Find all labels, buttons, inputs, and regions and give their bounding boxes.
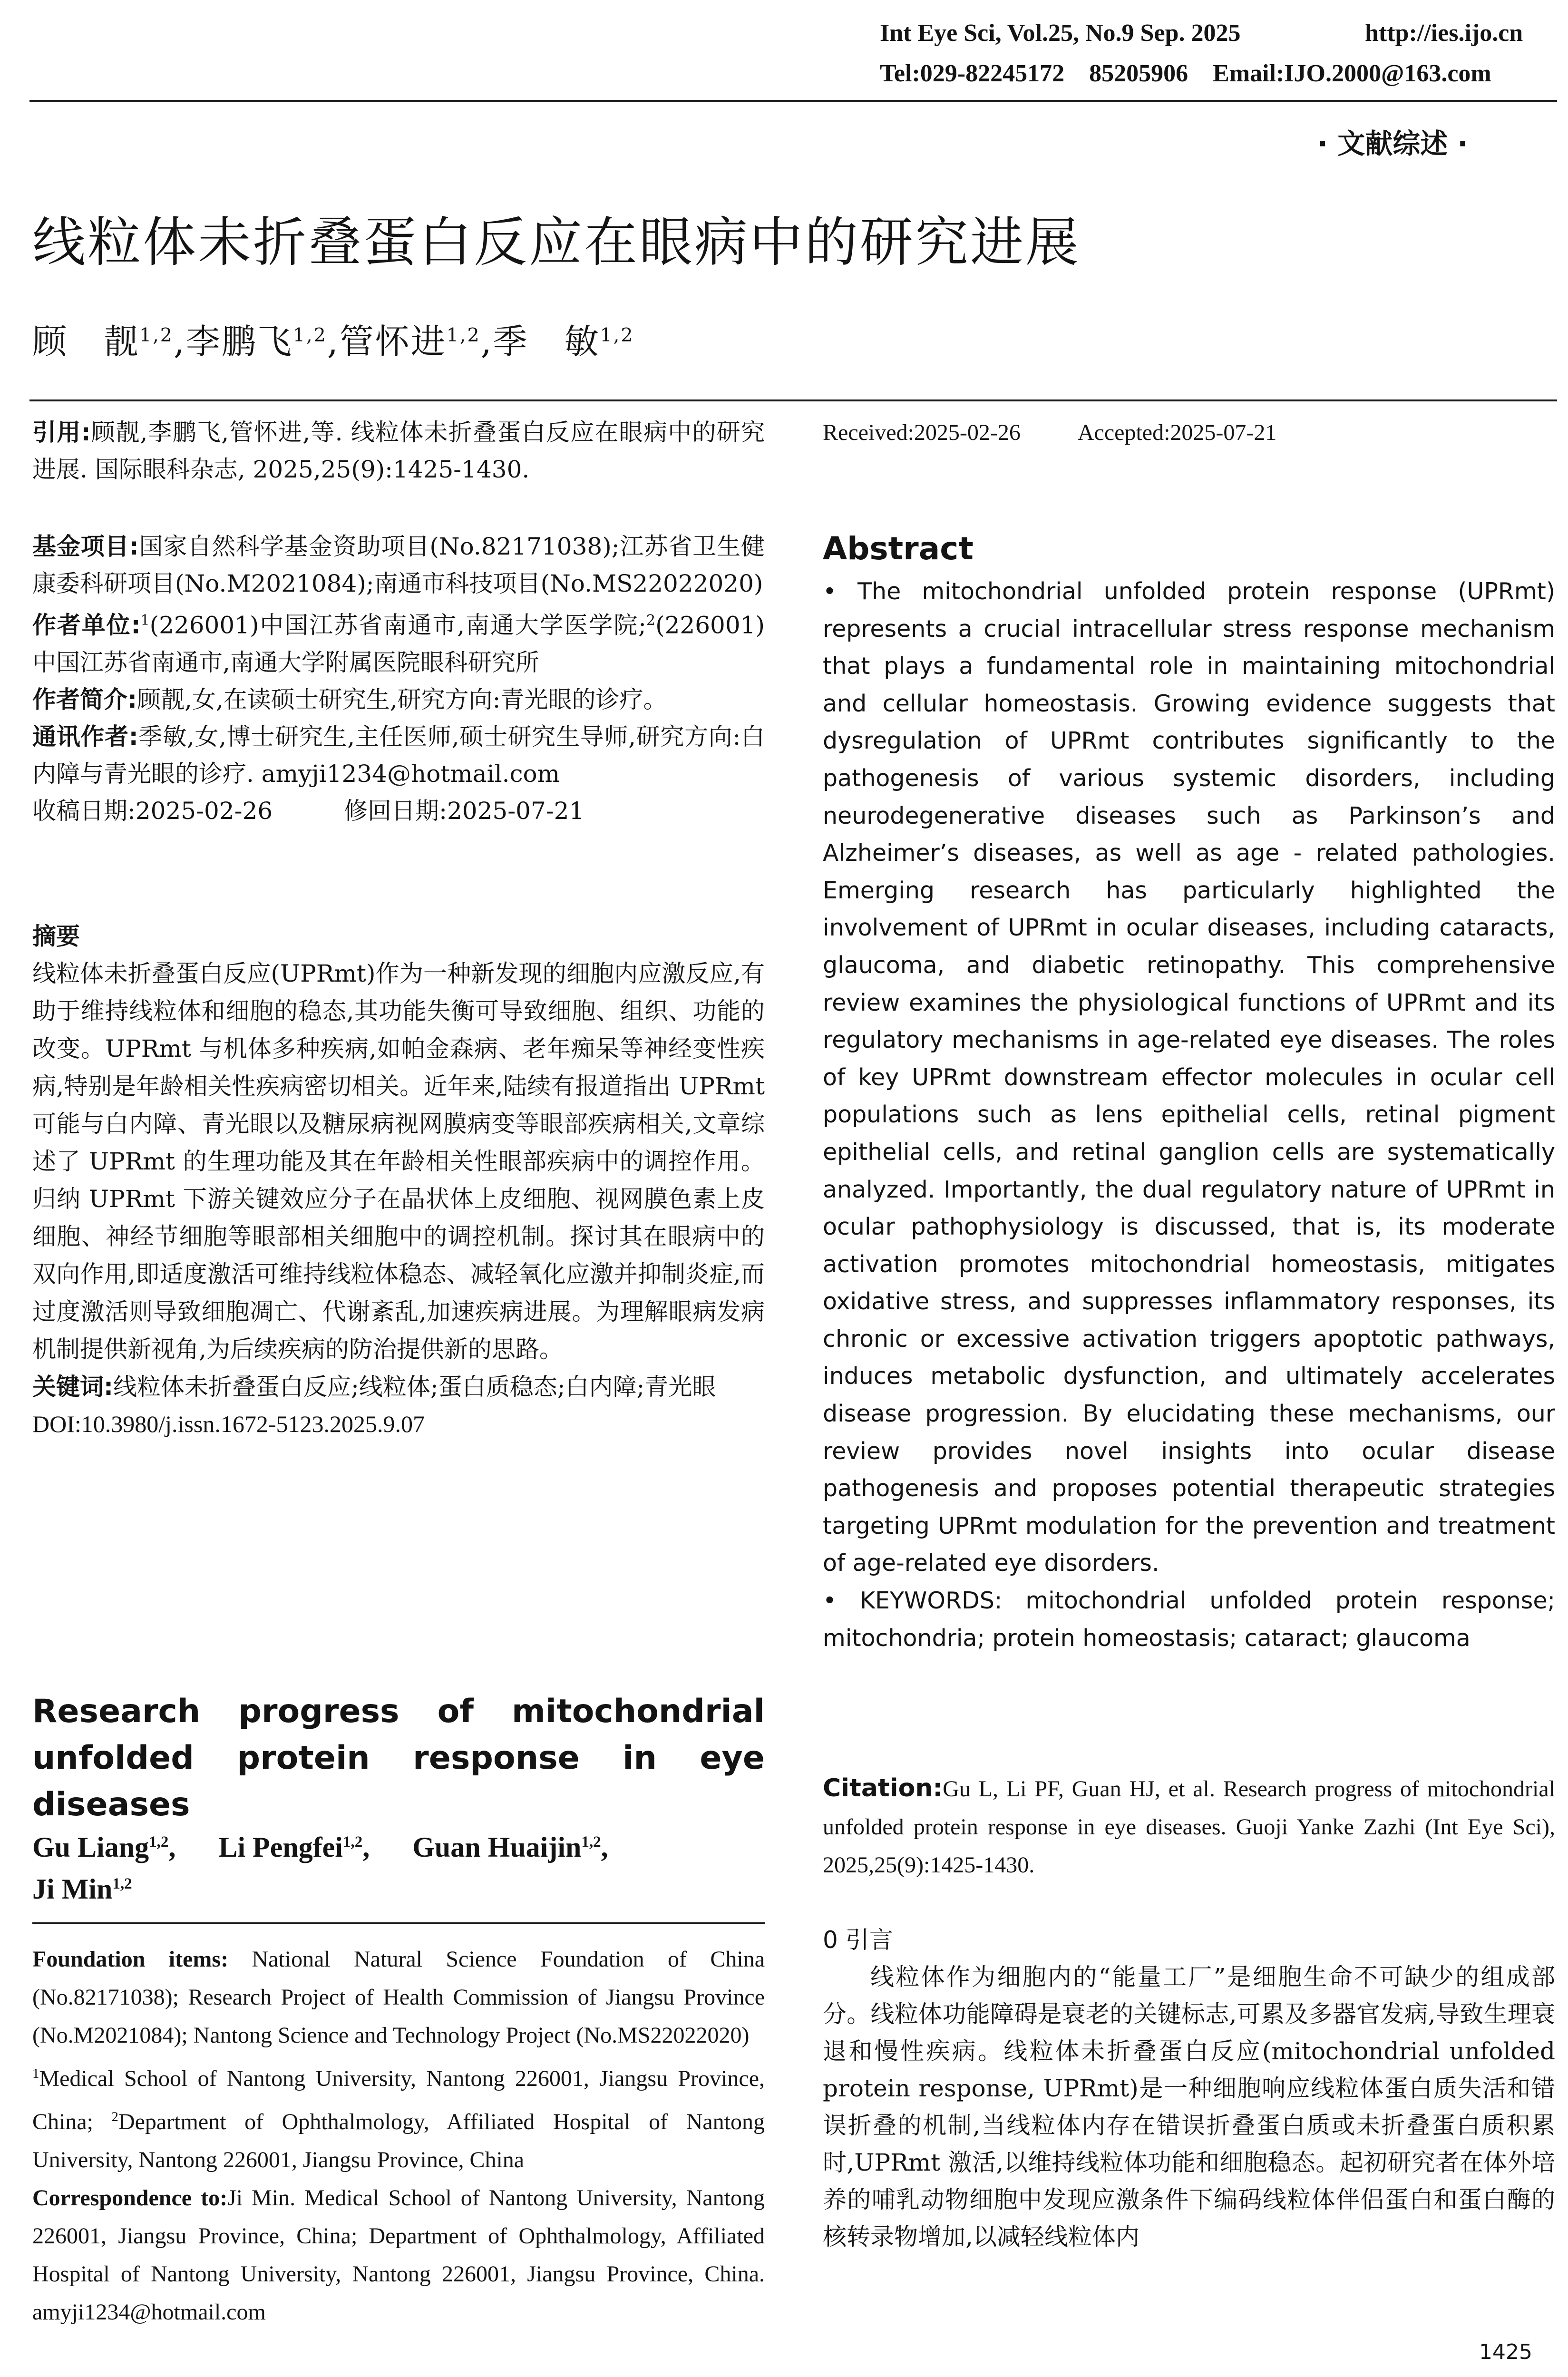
- intro-zh: 作者简介:顾靓,女,在读硕士研究生,研究方向:青光眼的诊疗。: [32, 685, 667, 713]
- intro-heading: 0 引言: [823, 1926, 893, 1954]
- author-zh: 管怀进: [339, 321, 447, 361]
- cite-zh: 引用:顾靓,李鹏飞,管怀进,等. 线粒体未折叠蛋白反应在眼病中的研究进展. 国际眼科杂志, 2025,25(9):1425-1430.: [32, 419, 765, 483]
- article-title-zh: 线粒体未折叠蛋白反应在眼病中的研究进展: [32, 212, 1081, 273]
- introduction: [823, 1921, 1555, 2255]
- journal-contact: Tel:029-82245172 85205906 Email:IJO.2000@163.com: [880, 60, 1491, 87]
- journal-citation-header: Int Eye Sci, Vol.25, No.9 Sep. 2025: [880, 19, 1241, 47]
- abstract-zh-heading: 摘要: [32, 923, 80, 950]
- title-rule: [29, 399, 1557, 401]
- abstract-zh-body: 线粒体未折叠蛋白反应(UPRmt)作为一种新发现的细胞内应激反应,有助于维持线粒体和细胞的稳态,其功能失衡可导致细胞、组织、功能的改变。UPRmt 与机体多种疾病,如帕金森病、老年痴呆等神经变性疾病,特别是年龄相关性疾病密切相关。近年来,陆续有报道指出 UPRmt 可能与白内障、青光眼以及糖尿病视网膜病变等眼部疾病相关,文章综述了 UPRmt 的生理功能及其在年龄相关性眼部疾病中的调控作用。归纳 UPRmt 下游关键效应分子在晶状体上皮细胞、视网膜色素上皮细胞、神经节细胞等眼部相关细胞中的调控机制。探讨其在眼病中的双向作用,即适度激活可维持线粒体稳态、减轻氧化应激并抑制炎症,而过度激活则导致细胞凋亡、代谢紊乱,加速疾病进展。为理解眼病发病机制提供新视角,为后续疾病的防治提供新的思路。: [32, 960, 765, 1363]
- author-zh: 季 敏: [493, 321, 600, 361]
- keywords-zh: 关键词:线粒体未折叠蛋白反应;线粒体;蛋白质稳态;白内障;青光眼: [32, 1373, 716, 1401]
- received-accepted-en: Received:2025-02-26 Accepted:2025-07-21: [823, 420, 1277, 445]
- citation-en: Citation:Gu L, Li PF, Guan HJ, et al. Research progress of mitochondrial unfolded protein response in eye diseases. Guoji Yanke Zazhi (Int Eye Sci), 2025,25(9):1425-1430.: [823, 1774, 1555, 1878]
- abstract-en-heading: Abstract: [823, 530, 974, 567]
- header-rule: [29, 100, 1557, 102]
- author-zh: 李鹏飞: [185, 321, 293, 361]
- abstract-en: [823, 573, 1555, 1657]
- abstract-en-body: • The mitochondrial unfolded protein response (UPRmt) represents a crucial intracellular stress response mechanism that plays a fundamental role in maintaining mitochondrial and cellular homeostasis. Growing evidence suggests that dysregulation of UPRmt contributes significantly to the pathogenesis of various systemic disorders, including neurodegenerative diseases such as Parkinson’s and Alzheimer’s diseases, as well as age - related pathologies. Emerging research has particularly highlighted the involvement of UPRmt in ocular diseases, including cataracts, glaucoma, and diabetic retinopathy. This comprehensive review examines the physiological functions of UPRmt and its regulatory mechanisms in age-related eye diseases. The roles of key UPRmt downstream effector molecules in ocular cell populations such as lens epithelial cells, retinal pigment epithelial cells, and retinal ganglion cells are systematically analyzed. Importantly, the dual regulatory nature of UPRmt in ocular pathophysiology is discussed, that is, its moderate activation promotes mitochondrial homeostasis, mitigates oxidative stress, and suppresses inflammatory responses, its chronic or excessive activation triggers apoptotic pathways, induces metabolic dysfunction, and ultimately accelerates disease progression. By elucidating these mechanisms, our review provides novel insights into ocular disease pathogenesis and proposes potential therapeutic strategies targeting UPRmt modulation for the prevention and treatment of age-related eye disorders.: [823, 578, 1555, 1577]
- fund-zh: 基金项目:国家自然科学基金资助项目(No.82171038);江苏省卫生健康委科研项目(No.M2021084);南通市科技项目(No.MS22022020): [32, 533, 765, 597]
- abstract-zh: [32, 918, 765, 1442]
- intro-body: 线粒体作为细胞内的“能量工厂”是细胞生命不可缺少的组成部分。线粒体功能障碍是衰老的关键标志,可累及多器官发病,导致生理衰退和慢性疾病。线粒体未折叠蛋白反应(mitochondrial unfolded protein response, UPRmt)是一种细胞响应线粒体蛋白质失活和错误折叠的机制,当线粒体内存在错误折叠蛋白质或未折叠蛋白质积累时,UPRmt 激活,以维持线粒体功能和细胞稳态。起初研究者在体外培养的哺乳动物细胞中发现应激条件下编码线粒体伴侣蛋白和蛋白酶的核转录物增加,以减轻线粒体内: [823, 1963, 1555, 2250]
- dates-zh: 收稿日期:2025-02-26 修回日期:2025-07-21: [32, 797, 584, 825]
- section-label: · 文献综述 ·: [1317, 127, 1468, 160]
- doi: DOI:10.3980/j.issn.1672-5123.2025.9.07: [32, 1411, 425, 1437]
- corr-zh: 通讯作者:季敏,女,博士研究生,主任医师,硕士研究生导师,研究方向:白内障与青光眼的诊疗. amyji1234@hotmail.com: [32, 722, 765, 788]
- keywords-en: • KEYWORDS: mitochondrial unfolded protein response; mitochondria; protein homeostasis; cataract; glaucoma: [823, 1587, 1555, 1652]
- authors-zh: 顾 靓$^{1,2}$,李鹏飞$^{1,2}$,管怀进$^{1,2}$,季 敏$^{1,2}$: [32, 321, 634, 361]
- journal-url[interactable]: http://ies.ijo.cn: [1365, 19, 1523, 47]
- foundation-en: Foundation items: National Natural Science Foundation of China (No.82171038); Research Project of Health Commission of Jiangsu Province (No.M2021084); Nantong Science and Technology Project (No.MS22022020) $^1$Medical School of Nantong University, Nantong 226001, Jiangsu Province, China; $^2$Department of Ophthalmology, Affiliated Hospital of Nantong University, Nantong 226001, Jiangsu Province, China Correspondence to:Ji Min. Medical School of Nantong University, Nantong 226001, Jiangsu Province, China; Department of Ophthalmology, Affiliated Hospital of Nantong University, Nantong 226001, Jiangsu Province, China. amyji1234@hotmail.com: [32, 1947, 765, 2325]
- unit-zh: 作者单位:$^1$(226001)中国江苏省南通市,南通大学医学院;$^2$(226001)中国江苏省南通市,南通大学附属医院眼科研究所: [32, 611, 765, 676]
- left-divider: [32, 1922, 765, 1924]
- authors-en: Gu Liang$^{1,2}$, Li Pengfei$^{1,2}$, Guan Huaijin$^{1,2}$, Ji Min$^{1,2}$: [32, 1831, 608, 1905]
- article-title-en: Research progress of mitochondrial unfolded protein response in eye diseases: [32, 1693, 765, 1823]
- front-matter-zh: [32, 528, 765, 829]
- author-zh: 顾 靓: [32, 321, 140, 361]
- page-number: 1425: [1479, 2340, 1532, 2364]
